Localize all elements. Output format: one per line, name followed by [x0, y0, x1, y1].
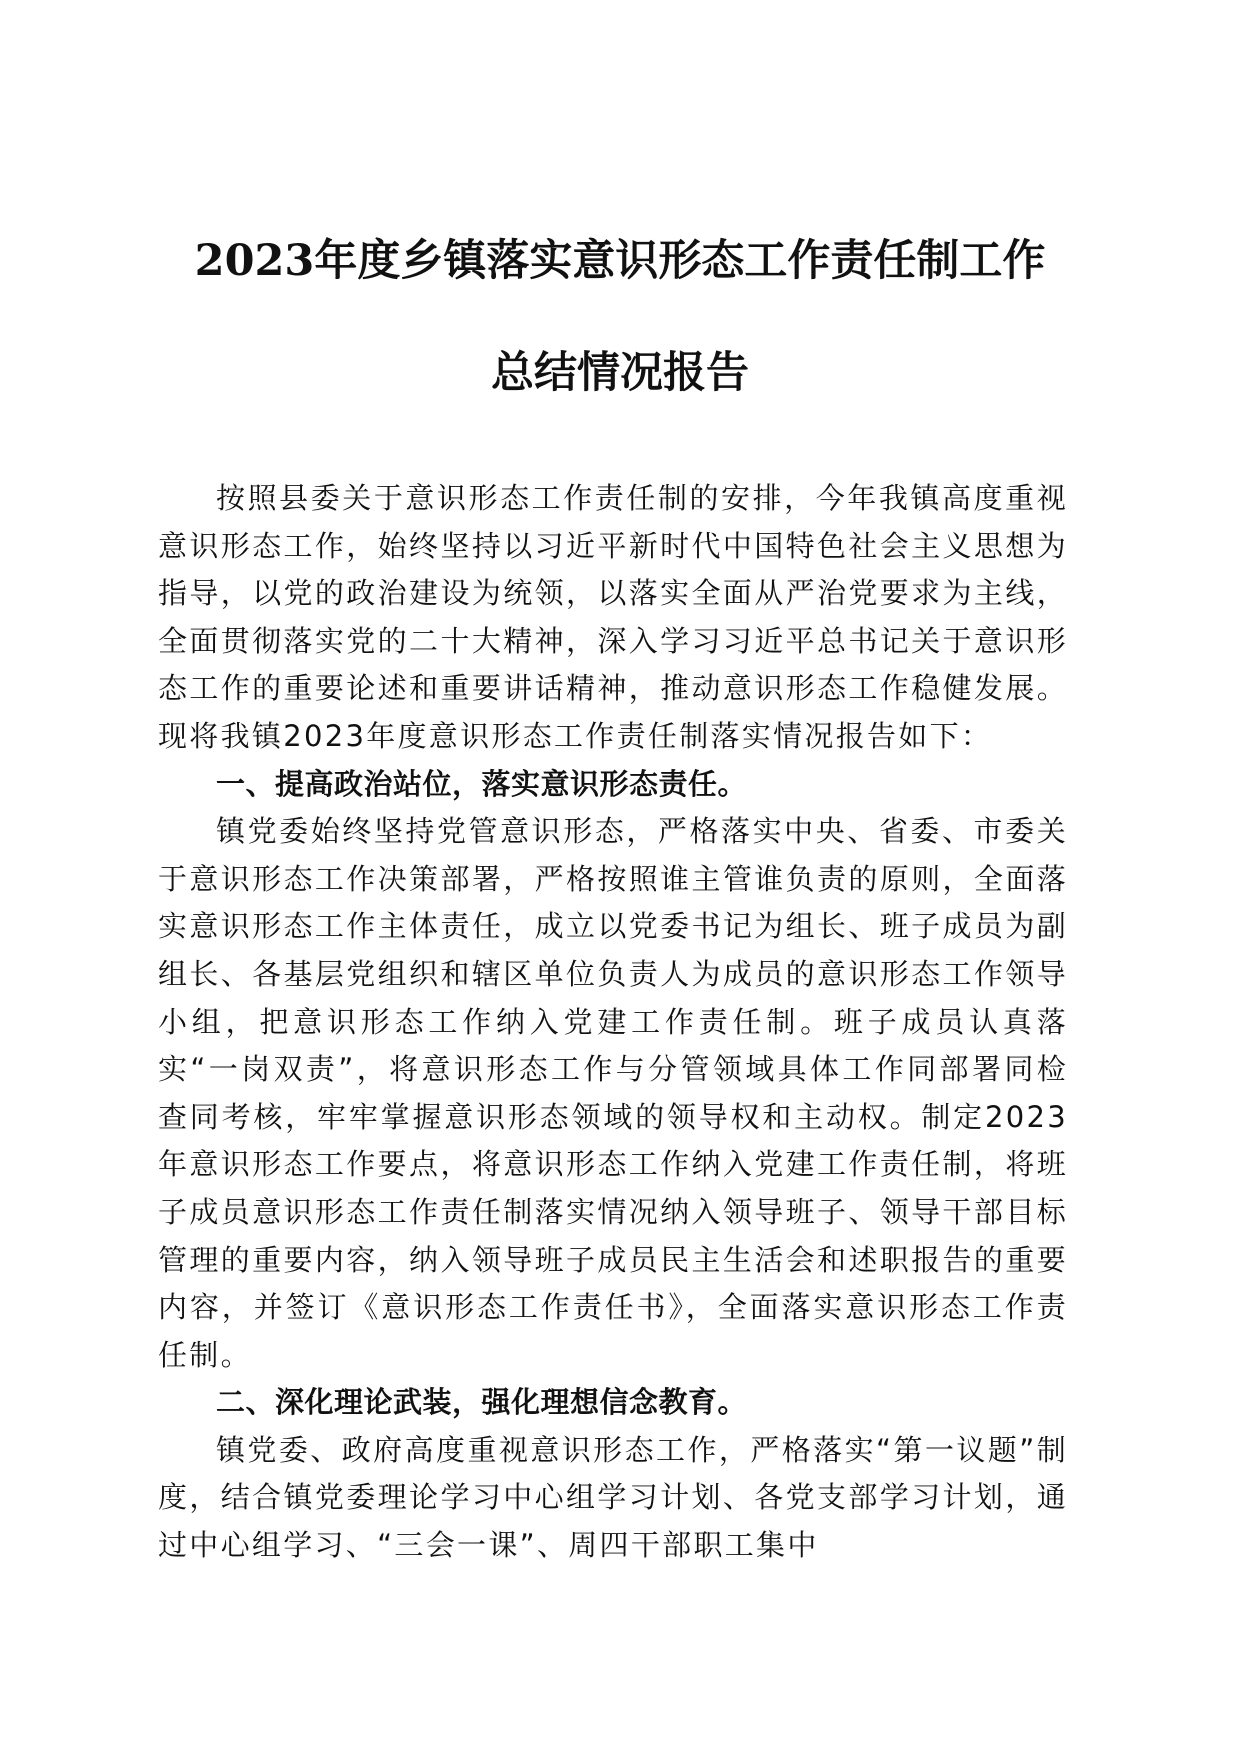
intro-paragraph: 按照县委关于意识形态工作责任制的安排，今年我镇高度重视意识形态工作，始终坚持以习近平新时代中国特色社会主义思想为指导，以党的政治建设为统领，以落实全面从严治党要求为主线，全面贯彻落实党的二十大精神，深入学习习近平总书记关于意识形态工作的重要论述和重要讲话精神，推动意识形态工作稳健发展。现将我镇2023年度意识形态工作责任制落实情况报告如下：: [158, 481, 1068, 753]
document-title-line-1: 2023年度乡镇落实意识形态工作责任制工作: [194, 236, 1046, 286]
document-body: [158, 475, 1068, 1570]
section-heading-1: 一、提高政治站位，落实意识形态责任。: [216, 766, 748, 801]
section-2-paragraph: 镇党委、政府高度重视意识形态工作，严格落实“第一议题”制度，结合镇党委理论学习中心组学习计划、各党支部学习计划，通过中心组学习、“三会一课”、周四干部职工集中: [158, 1432, 1068, 1563]
document-title-line-2: 总结情况报告: [491, 348, 749, 398]
section-1-paragraph: 镇党委始终坚持党管意识形态，严格落实中央、省委、市委关于意识形态工作决策部署，严格按照谁主管谁负责的原则，全面落实意识形态工作主体责任，成立以党委书记为组长、班子成员为副组长、各基层党组织和辖区单位负责人为成员的意识形态工作领导小组，把意识形态工作纳入党建工作责任制。班子成员认真落实“一岗双责”，将意识形态工作与分管领域具体工作同部署同检查同考核，牢牢掌握意识形态领域的领导权和主动权。制定2023年意识形态工作要点，将意识形态工作纳入党建工作责任制，将班子成员意识形态工作责任制落实情况纳入领导班子、领导干部目标管理的重要内容，纳入领导班子成员民主生活会和述职报告的重要内容，并签订《意识形态工作责任书》，全面落实意识形态工作责任制。: [158, 814, 1068, 1372]
section-heading-2: 二、深化理论武装，强化理想信念教育。: [216, 1385, 748, 1420]
